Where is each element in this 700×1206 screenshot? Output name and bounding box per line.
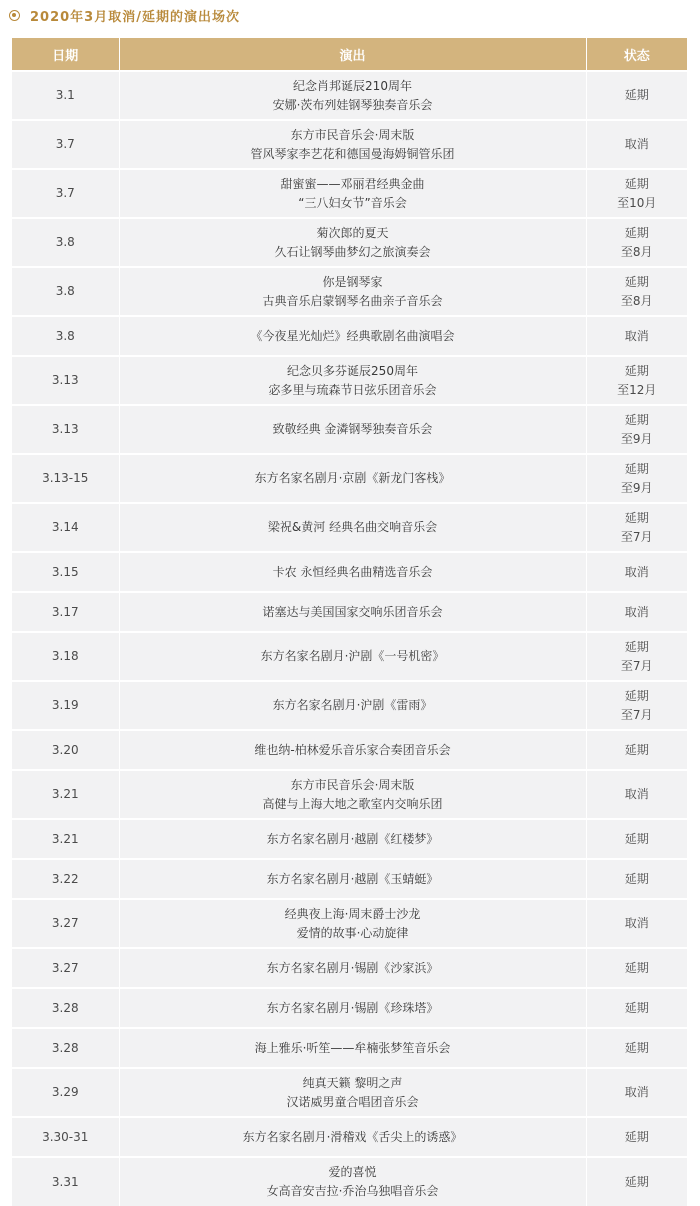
- show-cell: [119, 356, 586, 405]
- section-title: 2020年3月取消/延期的演出场次: [30, 9, 240, 25]
- section-heading: [9, 5, 240, 25]
- status-cell: [586, 454, 687, 503]
- date-cell: 3.29: [12, 1068, 119, 1117]
- date-cell: 3.1: [12, 71, 119, 120]
- table-row: [12, 899, 687, 948]
- date-cell: 3.27: [12, 899, 119, 948]
- date-cell: 3.21: [12, 819, 119, 859]
- show-cell: [119, 1068, 586, 1117]
- show-title-line: 诺塞达与美国国家交响乐团音乐会: [262, 604, 443, 619]
- status-cell: [586, 681, 687, 730]
- show-title-line: 高健与上海大地之歌室内交响乐团: [262, 796, 443, 811]
- show-title-line: 致敬经典 金潾钢琴独奏音乐会: [272, 422, 433, 436]
- status-cell: [586, 859, 687, 899]
- status-cell: [586, 899, 687, 948]
- status-text: 至12月: [617, 382, 657, 397]
- show-title-line: 古典音乐启蒙钢琴名曲亲子音乐会: [262, 293, 443, 308]
- table-row: [12, 218, 687, 267]
- status-cell: [586, 218, 687, 267]
- column-header-show: 演出: [119, 38, 586, 71]
- status-cell: [586, 1028, 687, 1068]
- status-cell: [586, 405, 687, 454]
- column-header-status: 状态: [586, 38, 687, 71]
- show-cell: [119, 316, 586, 356]
- show-title-line: 爱情的故事·心动旋律: [296, 925, 409, 940]
- show-title-line: 东方名家名剧月·沪剧《雷雨》: [272, 698, 433, 712]
- show-title-line: “三八妇女节”音乐会: [298, 195, 407, 210]
- table-row: [12, 503, 687, 552]
- show-cell: [119, 1157, 586, 1206]
- show-cell: [119, 405, 586, 454]
- show-cell: [119, 730, 586, 770]
- status-cell: [586, 1117, 687, 1157]
- status-text: 取消: [624, 916, 649, 930]
- date-cell: 3.8: [12, 218, 119, 267]
- show-cell: [119, 71, 586, 120]
- show-title-line: 东方名家名剧月·锡剧《沙家浜》: [266, 960, 439, 975]
- status-text: 取消: [624, 787, 649, 801]
- status-cell: [586, 770, 687, 819]
- status-text: 延期: [624, 461, 649, 476]
- status-text: 至8月: [620, 244, 653, 259]
- table-row: [12, 71, 687, 120]
- show-cell: [119, 169, 586, 218]
- show-title-line: 东方名家名剧月·越剧《玉蜻蜓》: [266, 871, 439, 886]
- show-title-line: 东方名家名剧月·京剧《新龙门客栈》: [254, 471, 451, 485]
- show-cell: [119, 552, 586, 592]
- show-cell: [119, 454, 586, 503]
- show-cell: [119, 859, 586, 899]
- show-cell: [119, 1117, 586, 1157]
- show-title-line: 汉诺威男童合唱团音乐会: [286, 1094, 419, 1109]
- show-cell: [119, 770, 586, 819]
- date-cell: 3.31: [12, 1157, 119, 1206]
- show-cell: [119, 681, 586, 730]
- show-cell: [119, 899, 586, 948]
- status-cell: [586, 356, 687, 405]
- show-cell: [119, 948, 586, 988]
- show-title-line: 纪念肖邦诞辰210周年: [293, 78, 412, 93]
- status-cell: [586, 316, 687, 356]
- date-cell: 3.17: [12, 592, 119, 632]
- table-row: [12, 316, 687, 356]
- status-text: 延期: [624, 510, 649, 525]
- status-text: 延期: [624, 871, 649, 886]
- show-title-line: 东方名家名剧月·滑稽戏《舌尖上的诱惑》: [242, 1129, 463, 1144]
- status-text: 取消: [624, 564, 649, 579]
- status-text: 延期: [624, 274, 649, 289]
- table-row: [12, 120, 687, 169]
- status-text: 延期: [624, 639, 649, 654]
- table-row: [12, 730, 687, 770]
- table-header-row: [12, 38, 687, 71]
- table-row: [12, 356, 687, 405]
- show-cell: [119, 1028, 586, 1068]
- date-cell: 3.27: [12, 948, 119, 988]
- status-text: 延期: [624, 176, 649, 191]
- show-title-line: 管风琴家李艺花和德国曼海姆铜管乐团: [250, 146, 455, 161]
- status-text: 延期: [624, 960, 649, 975]
- status-cell: [586, 819, 687, 859]
- status-text: 延期: [624, 225, 649, 240]
- date-cell: 3.28: [12, 1028, 119, 1068]
- date-cell: 3.30-31: [12, 1117, 119, 1157]
- column-header-date: 日期: [12, 38, 119, 71]
- date-cell: 3.19: [12, 681, 119, 730]
- status-text: 取消: [624, 1085, 649, 1099]
- date-cell: 3.20: [12, 730, 119, 770]
- status-cell: [586, 71, 687, 120]
- show-cell: [119, 503, 586, 552]
- status-text: 延期: [624, 363, 649, 378]
- date-cell: 3.28: [12, 988, 119, 1028]
- status-text: 至8月: [620, 293, 653, 308]
- status-cell: [586, 948, 687, 988]
- status-cell: [586, 552, 687, 592]
- table-row: [12, 454, 687, 503]
- status-text: 延期: [624, 412, 649, 427]
- show-title-line: 东方名家名剧月·锡剧《珍珠塔》: [266, 1000, 439, 1015]
- status-cell: [586, 730, 687, 770]
- status-text: 至10月: [617, 195, 657, 210]
- show-cell: [119, 632, 586, 681]
- show-title-line: 卡农 永恒经典名曲精选音乐会: [272, 564, 433, 579]
- show-title-line: 东方名家名剧月·越剧《红楼梦》: [266, 831, 439, 846]
- date-cell: 3.7: [12, 120, 119, 169]
- table-row: [12, 1117, 687, 1157]
- show-title-line: 东方市民音乐会·周末版: [290, 777, 415, 792]
- date-cell: 3.13: [12, 356, 119, 405]
- table-row: [12, 592, 687, 632]
- status-text: 延期: [624, 831, 649, 846]
- show-cell: [119, 819, 586, 859]
- status-text: 取消: [624, 328, 649, 343]
- show-title-line: 宓多里与琉森节日弦乐团音乐会: [268, 382, 437, 397]
- date-cell: 3.8: [12, 267, 119, 316]
- cancelled-shows-table: [12, 38, 687, 1206]
- status-text: 至9月: [620, 431, 653, 446]
- status-cell: [586, 632, 687, 681]
- show-title-line: 你是钢琴家: [322, 274, 383, 289]
- show-cell: [119, 120, 586, 169]
- table-body: [12, 71, 687, 1206]
- table-row: [12, 632, 687, 681]
- show-title-line: 《今夜星光灿烂》经典歌剧名曲演唱会: [250, 328, 455, 343]
- date-cell: 3.7: [12, 169, 119, 218]
- show-title-line: 经典夜上海·周末爵士沙龙: [284, 906, 421, 921]
- table-row: [12, 819, 687, 859]
- show-title-line: 东方市民音乐会·周末版: [290, 127, 415, 142]
- status-text: 延期: [624, 742, 649, 757]
- show-title-line: 女高音安吉拉·乔治乌独唱音乐会: [266, 1184, 439, 1198]
- status-text: 至7月: [620, 529, 653, 544]
- status-cell: [586, 120, 687, 169]
- status-text: 延期: [624, 1174, 649, 1189]
- table-row: [12, 405, 687, 454]
- show-title-line: 甜蜜蜜——邓丽君经典金曲: [280, 176, 425, 191]
- show-title-line: 东方名家名剧月·沪剧《一号机密》: [260, 649, 445, 663]
- show-cell: [119, 267, 586, 316]
- status-cell: [586, 592, 687, 632]
- status-text: 至9月: [620, 480, 653, 495]
- status-text: 延期: [624, 1000, 649, 1015]
- table-row: [12, 267, 687, 316]
- status-cell: [586, 169, 687, 218]
- table-row: [12, 948, 687, 988]
- date-cell: 3.14: [12, 503, 119, 552]
- status-text: 取消: [624, 604, 649, 619]
- show-title-line: 菊次郎的夏天: [316, 225, 389, 240]
- show-title-line: 久石让钢琴曲梦幻之旅演奏会: [274, 244, 431, 259]
- status-cell: [586, 1157, 687, 1206]
- table-row: [12, 770, 687, 819]
- status-text: 延期: [624, 88, 649, 102]
- date-cell: 3.15: [12, 552, 119, 592]
- show-cell: [119, 592, 586, 632]
- status-cell: [586, 503, 687, 552]
- show-title-line: 纯真天籁 黎明之声: [302, 1075, 403, 1090]
- table-row: [12, 169, 687, 218]
- table-row: [12, 681, 687, 730]
- show-title-line: 纪念贝多芬诞辰250周年: [287, 363, 418, 378]
- date-cell: 3.22: [12, 859, 119, 899]
- status-cell: [586, 988, 687, 1028]
- table-row: [12, 859, 687, 899]
- show-cell: [119, 218, 586, 267]
- show-title-line: 安娜·茨布列娃钢琴独奏音乐会: [272, 97, 433, 112]
- table-row: [12, 1068, 687, 1117]
- date-cell: 3.18: [12, 632, 119, 681]
- status-text: 取消: [624, 137, 649, 151]
- status-text: 至7月: [620, 658, 653, 673]
- table-row: [12, 988, 687, 1028]
- date-cell: 3.13: [12, 405, 119, 454]
- table-row: [12, 1157, 687, 1206]
- status-text: 延期: [624, 1129, 649, 1144]
- show-cell: [119, 988, 586, 1028]
- show-title-line: 梁祝&黄河 经典名曲交响音乐会: [267, 520, 438, 534]
- status-cell: [586, 1068, 687, 1117]
- show-title-line: 海上雅乐·听笙——牟楠张梦笙音乐会: [254, 1040, 451, 1055]
- status-text: 延期: [624, 1040, 649, 1055]
- show-title-line: 维也纳-柏林爱乐音乐家合奏团音乐会: [254, 742, 451, 757]
- date-cell: 3.21: [12, 770, 119, 819]
- show-title-line: 爱的喜悦: [328, 1165, 377, 1179]
- status-text: 至7月: [620, 707, 653, 722]
- date-cell: 3.13-15: [12, 454, 119, 503]
- status-text: 延期: [624, 688, 649, 703]
- table-row: [12, 552, 687, 592]
- table-row: [12, 1028, 687, 1068]
- status-cell: [586, 267, 687, 316]
- date-cell: 3.8: [12, 316, 119, 356]
- circle-bullet-icon: [9, 10, 20, 21]
